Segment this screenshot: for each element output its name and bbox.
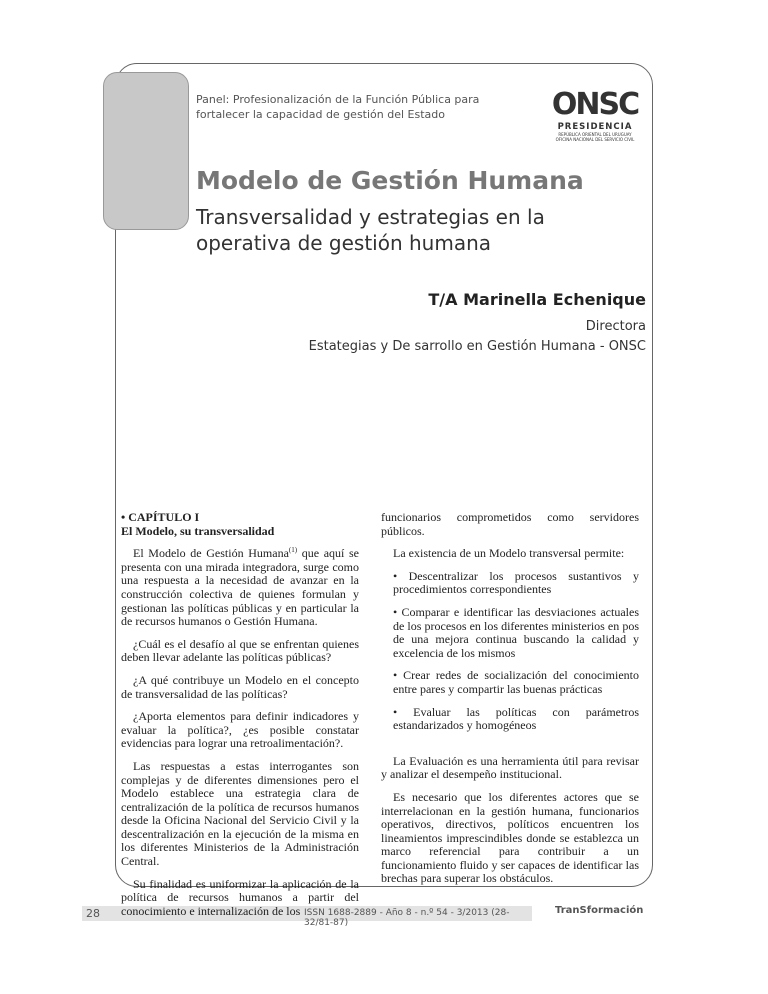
logo-presidencia: PRESIDENCIA [557,122,633,132]
text: que aquí se presenta con una mirada integradora, surge como una respuesta a la necesidad de avanzar en la construcción colectiva de quienes formulan y gestionan las políticas públicas y en particular la de recursos humanos o Gestión Humana. [121,546,360,629]
paragraph: La Evaluación es una herramienta útil para revisar y analizar el desempeño institucional. [381,753,639,782]
article-subtitle: Transversalidad y estrategias en la operativa de gestión humana [196,205,545,255]
author-name: T/A Marinella Echenique [428,290,646,309]
chapter-heading [121,511,359,538]
paragraph: Es necesario que los diferentes actores que se interrelacionan en la gestión humana, funcionarios operativos, directivos, políticos encuentren los lineamientos imprescindibles donde se establezca un marco referencial para contribuir a un funcionamiento fluido y ser capaces de identificar las brechas para superar los obstáculos. [381,789,639,886]
left-column [121,511,359,927]
bullet-item: • Descentralizar los procesos sustantivos y procedimientos correspondientes [393,568,639,597]
paragraph: ¿A qué contribuye un Modelo en el concepto de transversalidad de las políticas? [121,672,359,701]
author-block [309,290,646,357]
bullet-item: • Evaluar las políticas con parámetros estandarizados y homogéneos [393,704,639,733]
paragraph: Las respuestas a estas interrogantes son complejas y de diferentes dimensiones pero el Modelo establece una estrategia clara de centralización de la política de recursos humanos desde la Oficina Nacional del Servicio Civil y la descentralización en la ejecución de la misma en los diferentes Ministerios de la Administración Central. [121,758,359,869]
bullet-item: • Comparar e identificar las desviaciones actuales de los procesos en los diferentes ministerios en pos de una mejora continua buscando la calidad y excelencia de los mismos [393,604,639,660]
text: El Modelo de Gestión Humana [133,546,289,561]
paragraph: funcionarios comprometidos como servidores públicos. [381,510,639,538]
page-number: 28 [86,907,100,920]
paragraph [121,547,359,629]
paragraph: Su finalidad es uniformizar la aplicación de la política de recursos humanos a partir del conocimiento e internalización de los [121,876,359,918]
paragraph: ¿Aporta elementos para definir indicadores y evaluar la política?, ¿es posible constatar evidencias para lograr una retroalimentación?. [121,709,359,751]
section-tab [103,72,189,230]
logo-line2: OFICINA NACIONAL DEL SERVICIO CIVIL [555,137,635,142]
magazine-logo: TranSformación [555,905,644,916]
panel-title: Panel: Profesionalización de la Función Pública para fortalecer la capacidad de gestión del Estado [196,93,480,121]
right-column [381,511,639,895]
author-role: Directora [585,319,646,334]
paragraph: ¿Cuál es el desafío al que se enfrentan quienes deben llevar adelante las políticas públicas? [121,636,359,665]
bullet-item: • Crear redes de socialización del conocimiento entre pares y compartir las buenas prácticas [393,668,639,696]
logo-text: ONSC [551,87,639,122]
chapter-label: • CAPÍTULO I [121,510,200,524]
footnote-ref: (1) [288,546,298,555]
logo-line1: REPÚBLICA ORIENTAL DEL URUGUAY [558,132,632,137]
chapter-title: El Modelo, su transversalidad [121,523,275,538]
issn-line: ISSN 1688-2889 - Año 8 - n.º 54 - 3/2013 (28-32/81-87) [304,908,510,928]
article-title: Modelo de Gestión Humana [196,166,584,195]
author-unit: Estategias y De sarrollo en Gestión Humana - ONSC [308,339,646,354]
paragraph: La existencia de un Modelo transversal permite: [393,546,625,561]
onsc-logo [540,68,650,142]
